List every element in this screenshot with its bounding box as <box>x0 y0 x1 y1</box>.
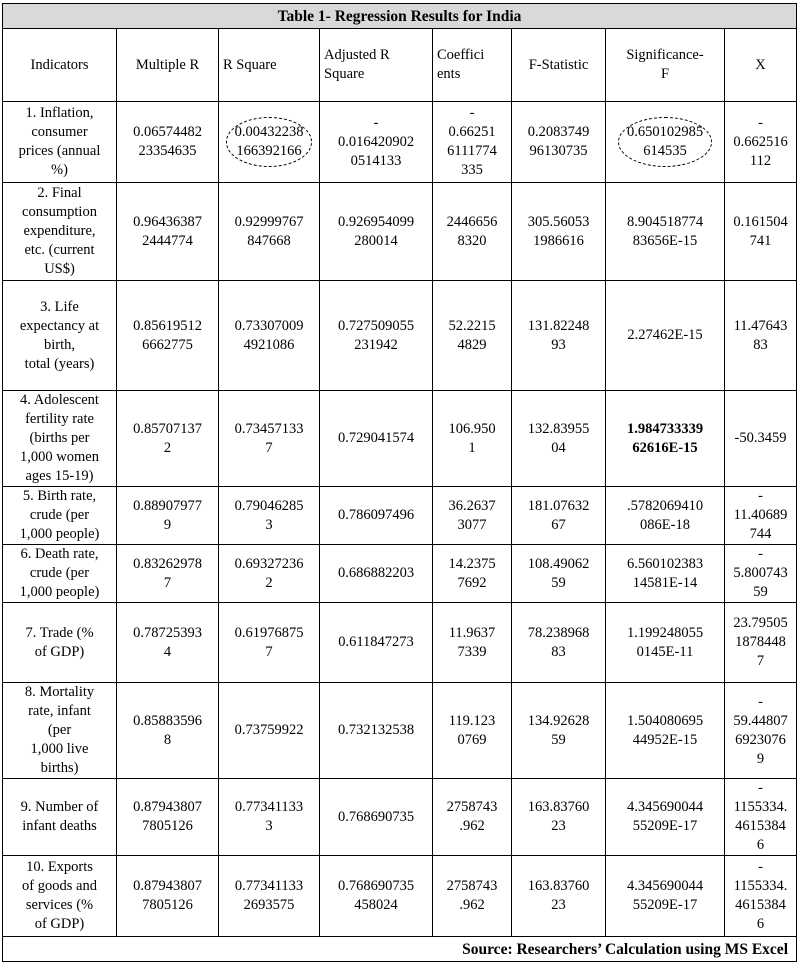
cell-indicator: 9. Number of infant deaths <box>3 779 117 856</box>
cell-f-statistic: 108.49062 59 <box>512 545 606 603</box>
cell-x: - 11.40689 744 <box>725 487 797 545</box>
cell-r-square: 0.79046285 3 <box>219 487 320 545</box>
header-multiple-r: Multiple R <box>117 29 219 102</box>
cell-f-statistic: 0.2083749 96130735 <box>512 102 606 183</box>
cell-f-statistic: 181.07632 67 <box>512 487 606 545</box>
cell-significance-f <box>606 102 725 183</box>
header-x: X <box>725 29 797 102</box>
cell-adjusted-r-square: 0.611847273 <box>320 603 433 683</box>
cell-indicator: 10. Exports of goods and services (% of GDP) <box>3 856 117 937</box>
cell-coefficients: 11.9637 7339 <box>433 603 512 683</box>
cell-coefficients: 36.2637 3077 <box>433 487 512 545</box>
source-note: Source: Researchers’ Calculation using MS Excel <box>3 937 797 962</box>
table-row <box>3 779 797 856</box>
cell-x: 11.47643 83 <box>725 281 797 391</box>
cell-f-statistic: 132.83955 04 <box>512 391 606 487</box>
cell-x: 0.161504 741 <box>725 183 797 281</box>
cell-r-square: 0.69327236 2 <box>219 545 320 603</box>
cell-indicator: 7. Trade (% of GDP) <box>3 603 117 683</box>
cell-indicator: 6. Death rate, crude (per 1,000 people) <box>3 545 117 603</box>
table-row <box>3 545 797 603</box>
table-row <box>3 856 797 937</box>
cell-adjusted-r-square: 0.732132538 <box>320 683 433 779</box>
cell-multiple-r: 0.87943807 7805126 <box>117 779 219 856</box>
cell-f-statistic: 163.83760 23 <box>512 779 606 856</box>
cell-f-statistic: 134.92628 59 <box>512 683 606 779</box>
cell-r-square: 0.73457133 7 <box>219 391 320 487</box>
cell-multiple-r: 0.88907977 9 <box>117 487 219 545</box>
cell-r-square: 0.73307009 4921086 <box>219 281 320 391</box>
cell-coefficients: 119.123 0769 <box>433 683 512 779</box>
cell-significance-f: 6.560102383 14581E-14 <box>606 545 725 603</box>
cell-x: -50.3459 <box>725 391 797 487</box>
cell-r-square: 0.77341133 3 <box>219 779 320 856</box>
table-row <box>3 183 797 281</box>
cell-indicator: 3. Life expectancy at birth, total (years) <box>3 281 117 391</box>
cell-multiple-r: 0.85707137 2 <box>117 391 219 487</box>
cell-coefficients: 52.2215 4829 <box>433 281 512 391</box>
cell-multiple-r: 0.83262978 7 <box>117 545 219 603</box>
regression-table <box>2 3 797 962</box>
header-coefficients: Coeffici ents <box>433 29 512 102</box>
header-significance-f: Significance- F <box>606 29 725 102</box>
cell-x: - 59.44807 6923076 9 <box>725 683 797 779</box>
cell-adjusted-r-square: 0.768690735 458024 <box>320 856 433 937</box>
cell-adjusted-r-square: 0.786097496 <box>320 487 433 545</box>
cell-multiple-r: 0.85883596 8 <box>117 683 219 779</box>
cell-coefficients: 2758743 .962 <box>433 779 512 856</box>
highlight-circle: 0.650102985 614535 <box>618 117 712 167</box>
cell-multiple-r: 0.78725393 4 <box>117 603 219 683</box>
cell-x: - 0.662516 112 <box>725 102 797 183</box>
cell-r-square: 0.73759922 <box>219 683 320 779</box>
cell-adjusted-r-square: - 0.016420902 0514133 <box>320 102 433 183</box>
cell-r-square <box>219 102 320 183</box>
cell-x: - 1155334. 4615384 6 <box>725 856 797 937</box>
cell-adjusted-r-square: 0.768690735 <box>320 779 433 856</box>
header-adjusted-r-square: Adjusted R Square <box>320 29 433 102</box>
table-row <box>3 391 797 487</box>
cell-adjusted-r-square: 0.729041574 <box>320 391 433 487</box>
cell-significance-f: 2.27462E-15 <box>606 281 725 391</box>
cell-r-square: 0.61976875 7 <box>219 603 320 683</box>
table-row <box>3 281 797 391</box>
cell-indicator: 2. Final consumption expenditure, etc. (current US$) <box>3 183 117 281</box>
cell-indicator: 1. Inflation, consumer prices (annual %) <box>3 102 117 183</box>
cell-adjusted-r-square: 0.727509055 231942 <box>320 281 433 391</box>
cell-indicator: 5. Birth rate, crude (per 1,000 people) <box>3 487 117 545</box>
cell-f-statistic: 305.56053 1986616 <box>512 183 606 281</box>
cell-significance-f: 4.345690044 55209E-17 <box>606 779 725 856</box>
cell-multiple-r: 0.85619512 6662775 <box>117 281 219 391</box>
table-row <box>3 603 797 683</box>
table-row <box>3 683 797 779</box>
cell-x: 23.79505 1878448 7 <box>725 603 797 683</box>
cell-significance-f: 1.199248055 0145E-11 <box>606 603 725 683</box>
header-r-square: R Square <box>219 29 320 102</box>
cell-indicator: 8. Mortality rate, infant (per 1,000 live births) <box>3 683 117 779</box>
header-indicators: Indicators <box>3 29 117 102</box>
cell-f-statistic: 131.82248 93 <box>512 281 606 391</box>
cell-coefficients: 14.2375 7692 <box>433 545 512 603</box>
cell-adjusted-r-square: 0.686882203 <box>320 545 433 603</box>
cell-significance-f: .5782069410 086E-18 <box>606 487 725 545</box>
highlight-circle: 0.00432238 166392166 <box>226 117 313 167</box>
cell-r-square: 0.77341133 2693575 <box>219 856 320 937</box>
cell-r-square: 0.92999767 847668 <box>219 183 320 281</box>
cell-coefficients: 2446656 8320 <box>433 183 512 281</box>
cell-significance-f: 1.504080695 44952E-15 <box>606 683 725 779</box>
cell-f-statistic: 78.238968 83 <box>512 603 606 683</box>
cell-multiple-r: 0.96436387 2444774 <box>117 183 219 281</box>
cell-significance-f: 1.984733339 62616E-15 <box>606 391 725 487</box>
cell-multiple-r: 0.06574482 23354635 <box>117 102 219 183</box>
cell-multiple-r: 0.87943807 7805126 <box>117 856 219 937</box>
cell-significance-f: 8.904518774 83656E-15 <box>606 183 725 281</box>
header-f-statistic: F-Statistic <box>512 29 606 102</box>
cell-indicator: 4. Adolescent fertility rate (births per 1,000 women ages 15-19) <box>3 391 117 487</box>
cell-f-statistic: 163.83760 23 <box>512 856 606 937</box>
cell-x: - 1155334. 4615384 6 <box>725 779 797 856</box>
cell-significance-f: 4.345690044 55209E-17 <box>606 856 725 937</box>
cell-coefficients: - 0.66251 6111774 335 <box>433 102 512 183</box>
table-row <box>3 102 797 183</box>
cell-coefficients: 2758743 .962 <box>433 856 512 937</box>
table-row <box>3 487 797 545</box>
cell-x: - 5.800743 59 <box>725 545 797 603</box>
table-title: Table 1- Regression Results for India <box>3 4 797 29</box>
cell-coefficients: 106.950 1 <box>433 391 512 487</box>
cell-adjusted-r-square: 0.926954099 280014 <box>320 183 433 281</box>
